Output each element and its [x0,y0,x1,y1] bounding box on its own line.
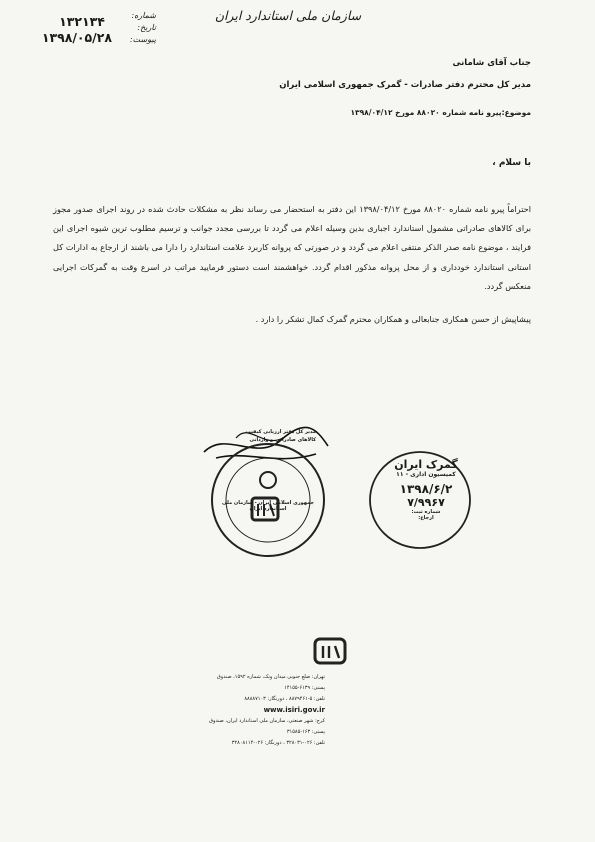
footer-line: کرج: شهر صنعتی، سازمان ملی استاندارد ایران، صندوق پستی: ۱۶۳-۳۱۵۸۵ [209,718,325,735]
stamp-small: شماره ثبت: [411,509,441,515]
letter-number: ۱۳۲۱۳۴ [59,14,105,29]
letter-date: ۱۳۹۸/۰۵/۲۸ [41,30,112,45]
meta-label-number: شماره: [131,11,156,20]
addressee-block [231,52,531,96]
subject-line: موضوع:پیرو نامه شماره ۸۸۰۲۰ مورخ ۱۳۹۸/۰۴/۱۲ [350,108,531,117]
addressee-title: مدیر کل محترم دفتر صادرات - گمرک جمهوری اسلامی ایران [279,80,531,90]
meta-values [41,14,112,46]
signature-line: مدیر کل دفتر ارزیابی کیفیت [245,429,316,435]
footer-line: تهران: ضلع جنوبی میدان ونک، شماره ۱۵۹۲، صندوق پستی: ۶۱۳۹-۱۴۱۵۵ [216,674,325,691]
letter-closing: پیشاپیش از حسن همکاری جنابعالی و همکاران محترم گمرک کمال تشکر را دارد . [255,314,531,324]
meta-label-attachment: پیوست: [129,35,156,44]
footer-line: تلفن: ۰۲۶-۳۲۸۰۳۱ ، دورنگار: ۰۲۶-۳۲۸۰۸۱۱۴ [231,740,325,746]
stamp-small: ارجاع: [418,515,434,521]
footer-website: www.isiri.gov.ir [263,706,325,714]
org-title: سازمان ملی استاندارد ایران [214,8,362,23]
stamp-number: ۷/۹۹۶۷ [407,496,445,509]
stamp-date: ۱۳۹۸/۶/۲ [399,482,453,496]
customs-stamp-text [378,458,474,521]
left-seal-text: جمهوری اسلامی ایران - سازمان ملی استاندارد ایران [221,500,314,512]
isiri-logo-icon [310,636,350,666]
signature-line: کالاهای صادراتی و وارداتی [249,437,316,443]
meta-label-date: تاریخ: [137,23,156,32]
footer-line: تلفن: ۵-۸۸۷۹۴۶۱ ، دورنگار: ۸۸۸۸۷۱۰۳ [244,696,325,702]
footer-address [205,672,325,749]
letter-body: احتراماً پیرو نامه شماره ۸۸۰۲۰ مورخ ۱۳۹۸/۰۴/۱۲ این دفتر به استحضار می رساند نظر به مشکلات حادث شده در روند اجرای صدور مجوز برای کالاهای صادراتی مشمول استاندارد اجباری بدین وسیله اعلام می گردد تا بررسی مجدد جوانب و ترسیم مطلوب ترین شیوه اجرای این فرایند ، موضوع نامه صدر الذکر منتفی اعلام می گردد و در صورتی که پروانه کاربرد علامت استاندارد را دارا می باشند از ارجاع به ادارات کل استانی استاندارد خودداری و از محل پروانه مذکور اقدام گردد. خواهشمند است دستور فرمایید مراتب در اسرع وقت به گمرکات اجرایی منعکس گردد. [53,204,532,291]
stamp-line: کمیسیون اداری - ۱۱ [396,471,456,478]
stamp-title: گمرک ایران [394,458,458,471]
meta-labels [106,10,156,46]
addressee-name: جناب آقای شامانی [452,58,531,68]
greeting: با سلام ، [492,158,531,168]
